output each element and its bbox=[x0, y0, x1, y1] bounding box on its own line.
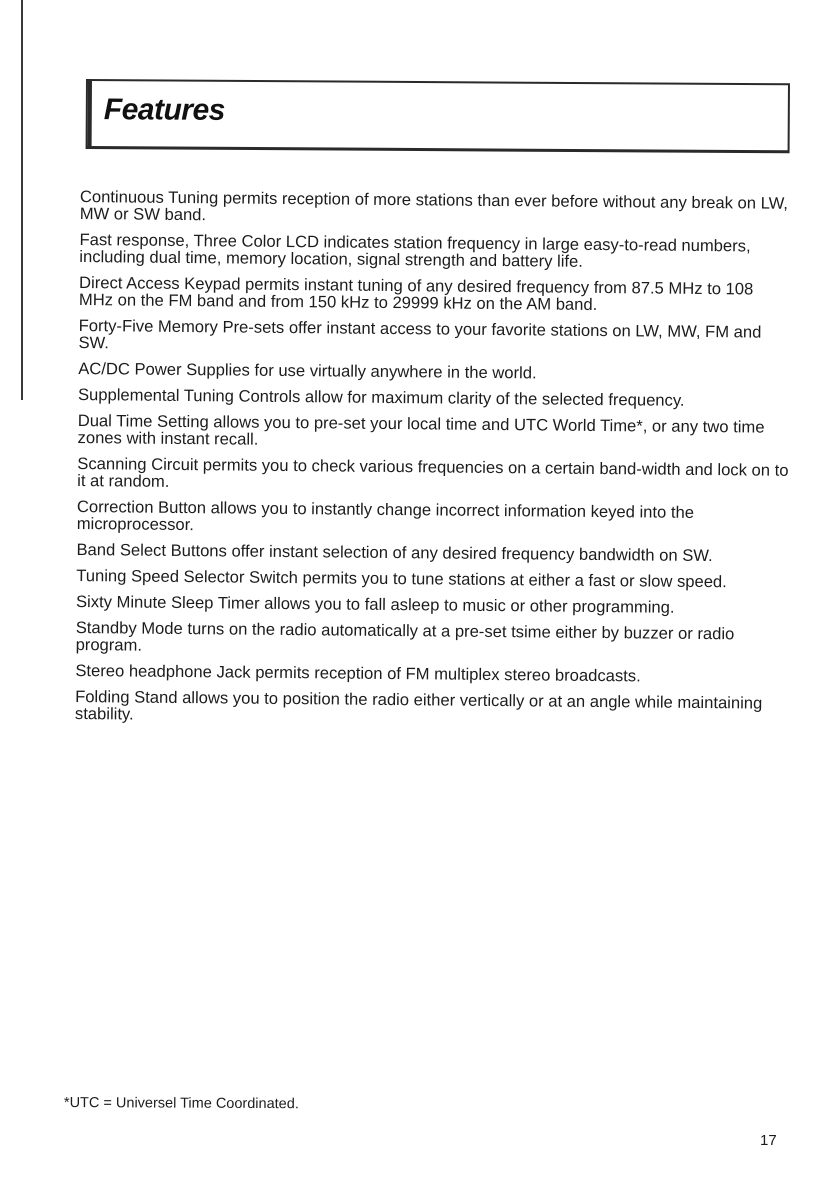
feature-list bbox=[75, 188, 792, 738]
feature-item-headphone-jack: Stereo headphone Jack permits reception of FM multiplex stereo broadcasts. bbox=[75, 660, 641, 686]
feature-item-sleep-timer: Sixty Minute Sleep Timer allows you to fall asleep to music or other programming. bbox=[75, 591, 675, 617]
binding-edge-line bbox=[21, 0, 23, 400]
feature-item-continuous-tuning: Continuous Tuning permits reception of more stations than ever before without any break on LW, MW or SW band. bbox=[79, 187, 789, 225]
feature-item-tuning-controls: Supplemental Tuning Controls allow for maximum clarity of the selected frequency. bbox=[77, 384, 685, 410]
page-number: 17 bbox=[760, 1132, 777, 1149]
feature-item-memory-presets: Forty-Five Memory Pre-sets offer instant access to your favorite stations on LW, MW, FM and SW. bbox=[78, 315, 762, 353]
feature-item-lcd: Fast response, Three Color LCD indicates station frequency in large easy-to-read numbers, including dual time, memory location, signal strength and battery life. bbox=[79, 229, 751, 271]
title-accent-bar bbox=[88, 81, 92, 146]
feature-item-standby-mode: Standby Mode turns on the radio automatically at a pre-set tsime either by buzzer or radio program. bbox=[75, 617, 735, 655]
feature-item-tuning-speed: Tuning Speed Selector Switch permits you to tune stations at either a fast or slow speed. bbox=[76, 565, 727, 592]
feature-item-folding-stand: Folding Stand allows you to position the radio either vertically or at an angle while maintaining stability. bbox=[74, 686, 763, 724]
feature-item-band-select: Band Select Buttons offer instant selection of any desired frequency bandwidth on SW. bbox=[76, 539, 713, 566]
feature-item-scanning-circuit: Scanning Circuit permits you to check various frequencies on a certain band-width and lock on to it at random. bbox=[77, 453, 789, 491]
feature-item-keypad: Direct Access Keypad permits instant tuning of any desired frequency from 87.5 MHz to 108 MHz on the FM band and from 150 kHz to 29999 kHz on the AM band. bbox=[78, 272, 754, 314]
feature-item-power-supplies: AC/DC Power Supplies for use virtually anywhere in the world. bbox=[78, 358, 537, 383]
footnote: *UTC = Universel Time Coordinated. bbox=[63, 1095, 299, 1113]
page-title: Features bbox=[103, 93, 225, 127]
section-title-box bbox=[86, 79, 790, 153]
feature-item-correction-button: Correction Button allows you to instantly change incorrect information keyed into the microprocessor. bbox=[76, 496, 695, 535]
feature-item-dual-time: Dual Time Setting allows you to pre-set your local time and UTC World Time*, or any two time zones with instant recall. bbox=[77, 410, 765, 449]
